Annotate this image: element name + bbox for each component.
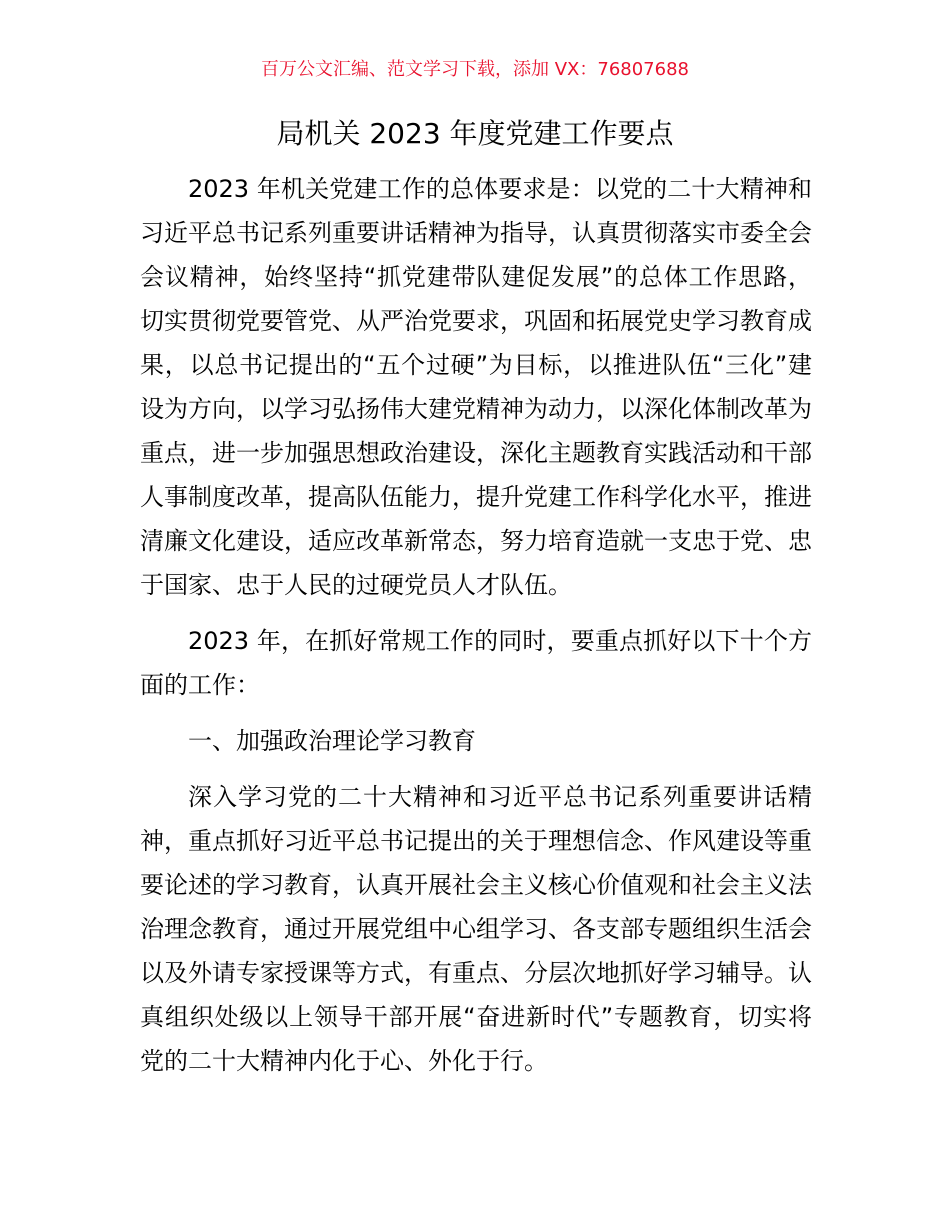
document-title: 局机关 2023 年度党建工作要点 [276, 117, 674, 150]
document-body [140, 167, 812, 1083]
watermark-header: 百万公文汇编、范文学习下载，添加 VX：76807688 [261, 59, 689, 80]
paragraph-section-1: 深入学习党的二十大精神和习近平总书记系列重要讲话精神，重点抓好习近平总书记提出的关于理想信念、作风建设等重要论述的学习教育，认真开展社会主义核心价值观和社会主义法治理念教育，通过开展党组中心组学习、各支部专题组织生活会以及外请专家授课等方式，有重点、分层次地抓好学习辅导。认真组织处级以上领导干部开展“奋进新时代”专题教育，切实将党的二十大精神内化于心、外化于行。 [140, 783, 812, 1075]
paragraph-general-requirements: 2023 年机关党建工作的总体要求是：以党的二十大精神和习近平总书记系列重要讲话精神为指导，认真贯彻落实市委全会会议精神，始终坚持“抓党建带队建促发展”的总体工作思路，切实贯彻党要管党、从严治党要求，巩固和拓展党史学习教育成果，以总书记提出的“五个过硬”为目标，以推进队伍“三化”建设为方向，以学习弘扬伟大建党精神为动力，以深化体制改革为重点，进一步加强思想政治建设，深化主题教育实践活动和干部人事制度改革，提高队伍能力，提升党建工作科学化水平，推进清廉文化建设，适应改革新常态，努力培育造就一支忠于党、忠于国家、忠于人民的过硬党员人才队伍。 [140, 175, 812, 599]
section-heading-1: 一、加强政治理论学习教育 [188, 727, 476, 755]
paragraph-key-tasks-intro: 2023 年，在抓好常规工作的同时，要重点抓好以下十个方面的工作： [140, 627, 812, 699]
